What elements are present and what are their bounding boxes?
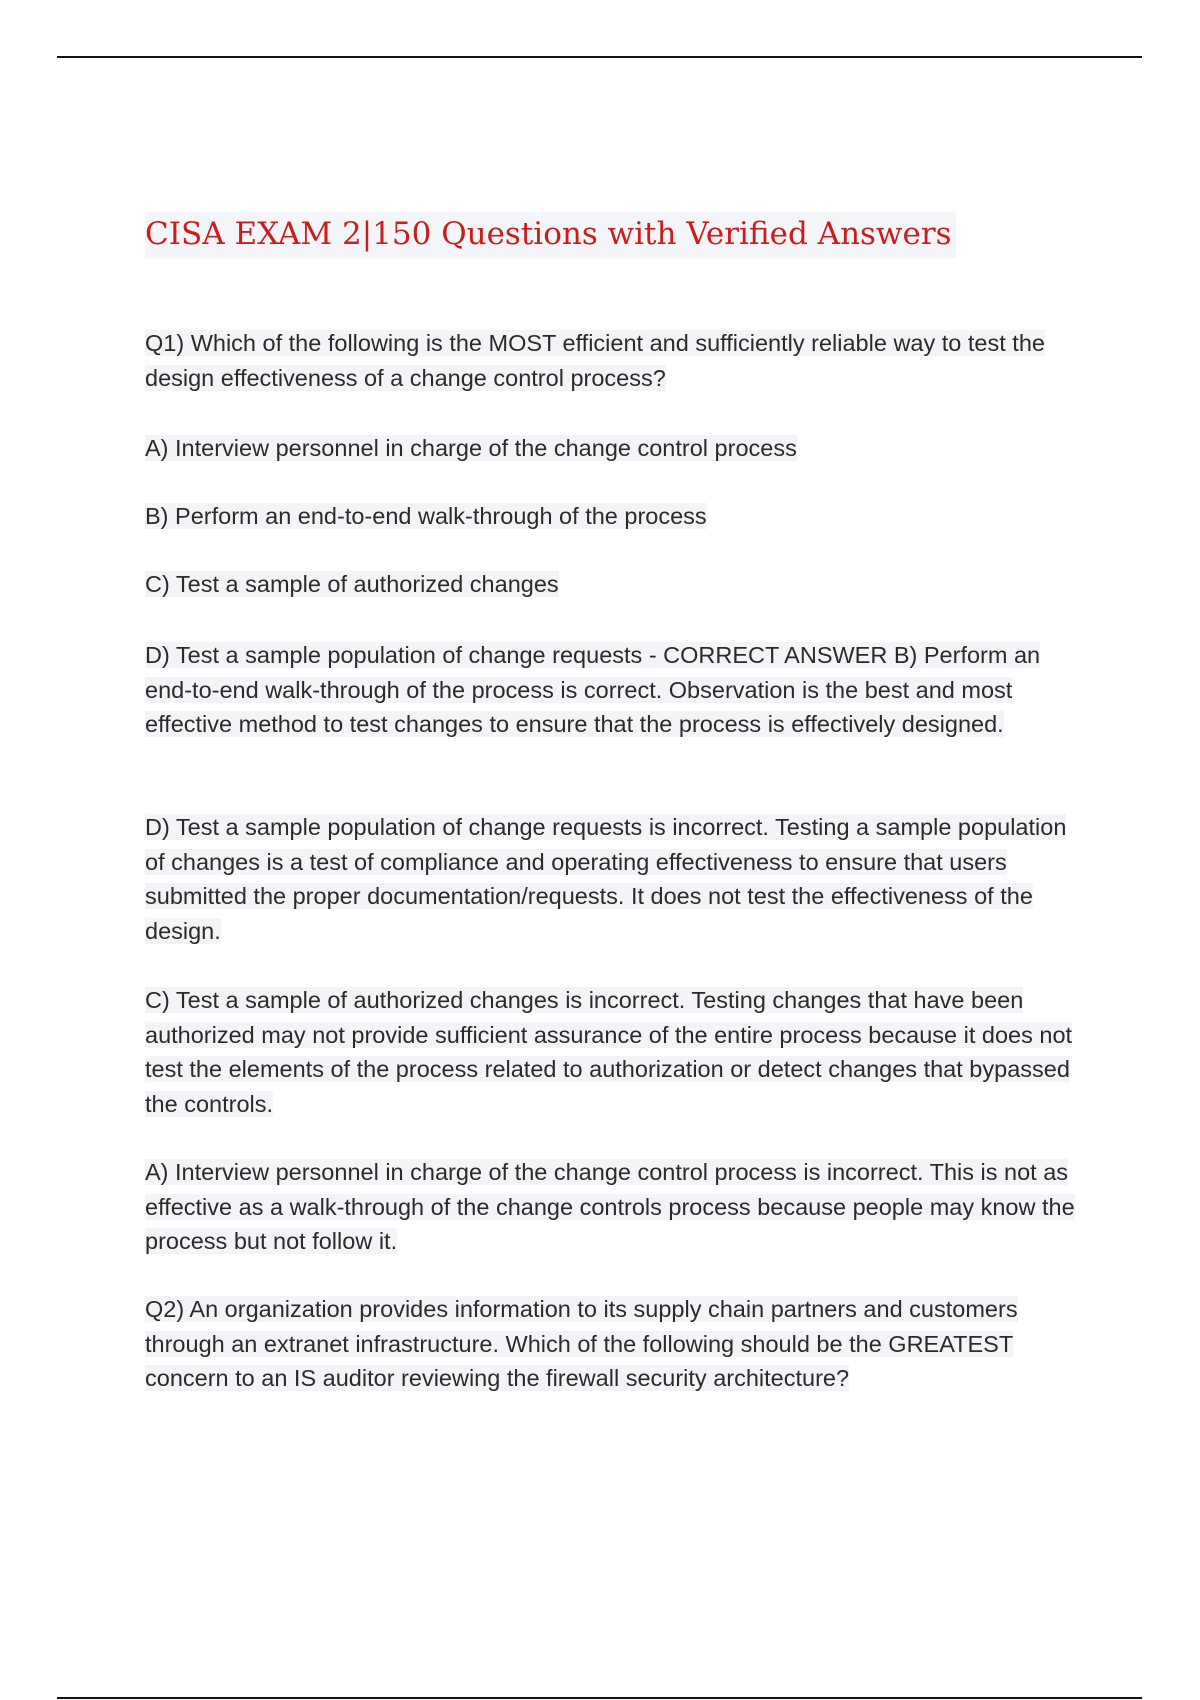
question-2-text [145, 1292, 1085, 1396]
paragraph-text: A) Interview personnel in charge of the change control process is incorrect. This is not as effective as a walk-through of the change controls process because people may know the process but not follow it. [145, 1159, 1075, 1254]
explanation-a [145, 1155, 1085, 1259]
option-c [145, 567, 1085, 602]
paragraph-text: D) Test a sample population of change requests - CORRECT ANSWER B) Perform an end-to-end walk-through of the process is correct. Observation is the best and most effective method to test changes to ensure that the process is effectively designed. [145, 642, 1041, 737]
question-1-text [145, 326, 1085, 395]
paragraph-text: C) Test a sample of authorized changes is incorrect. Testing changes that have been authorized may not provide sufficient assurance of the entire process because it does not test the elements of the process related to authorization or detect changes that bypassed the controls. [145, 987, 1073, 1117]
header-rule [57, 56, 1142, 58]
paragraph-text: Q1) Which of the following is the MOST efficient and sufficiently reliable way to test the design effectiveness of a change control process? [145, 330, 1045, 391]
explanation-c [145, 983, 1085, 1121]
option-a [145, 431, 1085, 466]
option-d-with-answer [145, 638, 1085, 742]
option-b [145, 499, 1085, 534]
paragraph-text: Q2) An organization provides information to its supply chain partners and customers through an extranet infrastructure. Which of the following should be the GREATEST concern to an IS auditor reviewing the firewall security architecture? [145, 1296, 1018, 1391]
paragraph-text: D) Test a sample population of change requests is incorrect. Testing a sample population of changes is a test of compliance and operating effectiveness to ensure that users submitted the proper documentation/requests. It does not test the effectiveness of the design. [145, 814, 1067, 944]
footer-rule [57, 1697, 1142, 1699]
paragraph-text: B) Perform an end-to-end walk-through of the process [145, 503, 707, 529]
paragraph-text: A) Interview personnel in charge of the change control process [145, 435, 797, 461]
document-title: CISA EXAM 2|150 Questions with Verified Answers [145, 212, 956, 258]
paragraph-text: C) Test a sample of authorized changes [145, 571, 559, 597]
explanation-d [145, 810, 1085, 948]
